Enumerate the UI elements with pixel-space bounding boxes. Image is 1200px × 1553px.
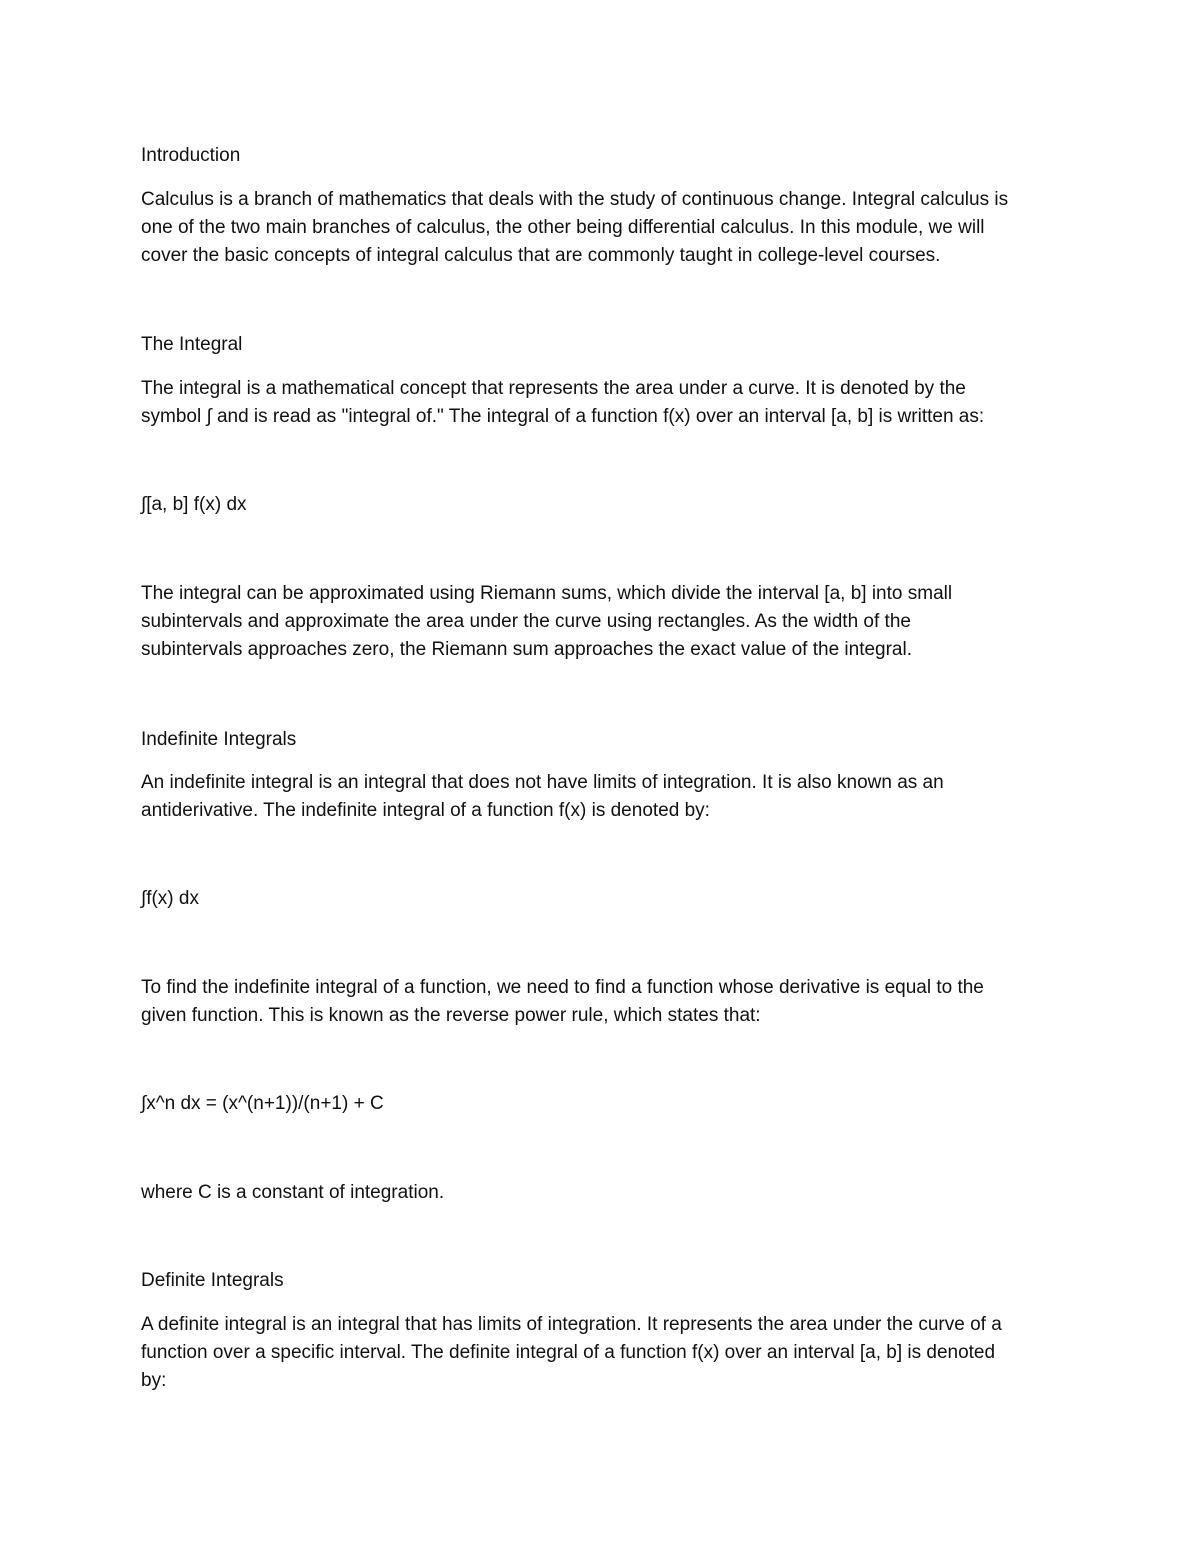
paragraph-line: subintervals and approximate the area under the curve using rectangles. As the width of the	[141, 611, 911, 632]
paragraph-line: given function. This is known as the reverse power rule, which states that:	[141, 1005, 761, 1026]
paragraph-line: An indefinite integral is an integral that does not have limits of integration. It is also known as an	[141, 772, 944, 793]
paragraph-line: one of the two main branches of calculus, the other being differential calculus. In this module, we will	[141, 217, 985, 238]
formula-definite-integral: ∫[a, b] f(x) dx	[141, 494, 247, 515]
paragraph-line: function over a specific interval. The definite integral of a function f(x) over an interval [a, b] is denoted	[141, 1342, 996, 1363]
paragraph-line: antiderivative. The indefinite integral of a function f(x) is denoted by:	[141, 800, 710, 821]
paragraph-line: cover the basic concepts of integral calculus that are commonly taught in college-level courses.	[141, 245, 941, 266]
paragraph-line: by:	[141, 1370, 167, 1391]
section-heading-definite-integrals: Definite Integrals	[141, 1270, 284, 1291]
section-heading-indefinite-integrals: Indefinite Integrals	[141, 729, 297, 750]
paragraph-line: A definite integral is an integral that has limits of integration. It represents the area under the curve of a	[141, 1314, 1002, 1335]
paragraph-line: To find the indefinite integral of a function, we need to find a function whose derivative is equal to the	[141, 977, 984, 998]
paragraph-line: where C is a constant of integration.	[141, 1182, 445, 1203]
paragraph-line: Calculus is a branch of mathematics that deals with the study of continuous change. Integral calculus is	[141, 189, 1009, 210]
paragraph-line: The integral is a mathematical concept that represents the area under a curve. It is denoted by the	[141, 378, 966, 399]
section-heading-the-integral: The Integral	[141, 334, 243, 355]
paragraph-line: subintervals approaches zero, the Riemann sum approaches the exact value of the integral.	[141, 639, 913, 660]
paragraph-line: symbol ∫ and is read as "integral of." The integral of a function f(x) over an interval [a, b] is written as:	[141, 406, 985, 427]
section-heading-introduction: Introduction	[141, 145, 241, 166]
formula-reverse-power-rule: ∫x^n dx = (x^(n+1))/(n+1) + C	[141, 1093, 384, 1114]
paragraph-line: The integral can be approximated using Riemann sums, which divide the interval [a, b] into small	[141, 583, 953, 604]
formula-indefinite-integral: ∫f(x) dx	[141, 888, 199, 909]
